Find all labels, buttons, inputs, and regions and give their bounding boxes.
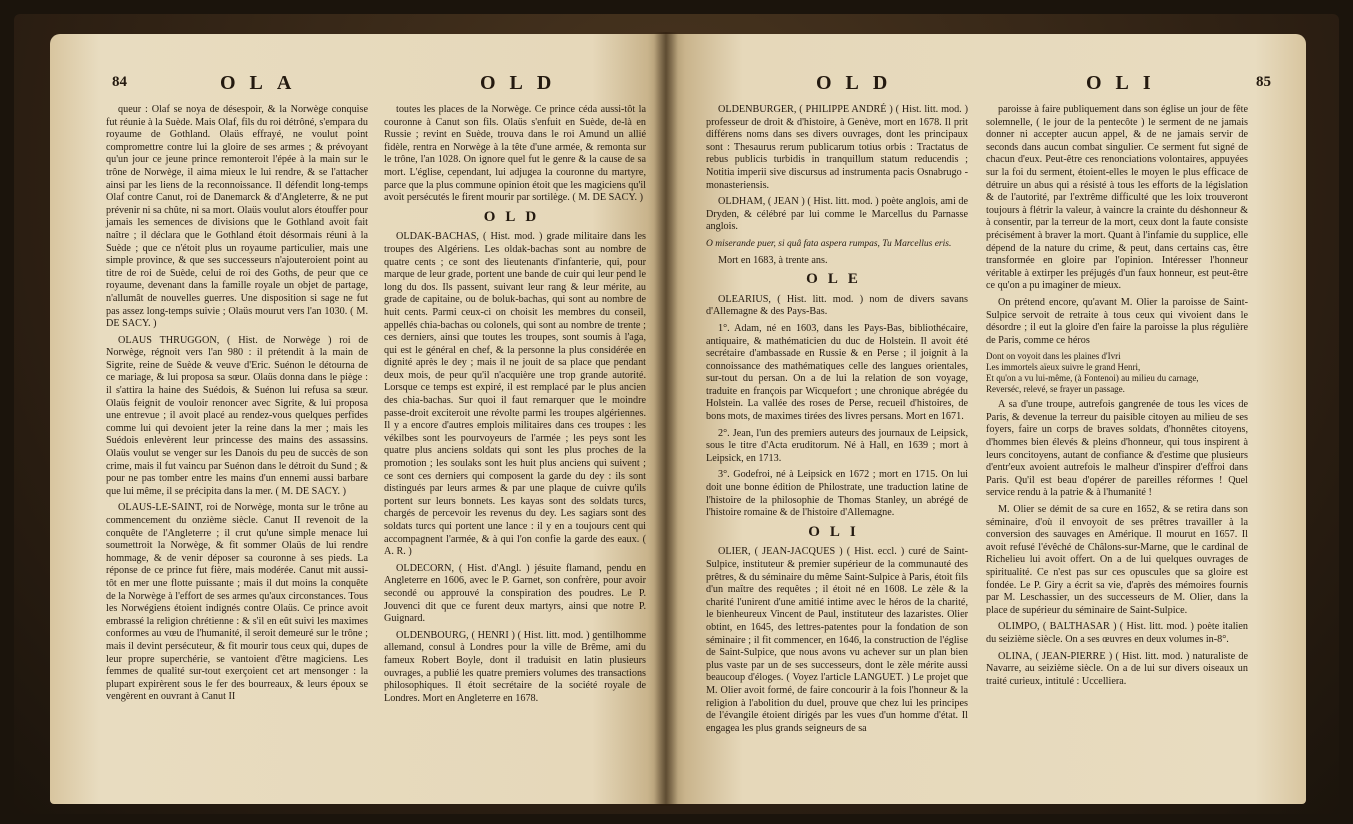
paragraph: OLINA, ( JEAN-PIERRE ) ( Hist. litt. mod. ) naturaliste de Navarre, au seizième siècle. On a de lui sur divers oiseaux un traité curieux, intitulé : Uccelliera. bbox=[986, 650, 1248, 687]
running-header-right-2: OLI bbox=[1086, 72, 1165, 94]
paragraph: OLDECORN, ( Hist. d'Angl. ) jésuite flamand, pendu en Angleterre en 1606, avec le P. Garnet, son confrère, pour avoir secondé ou approuvé la conspiration des poudres. Le P. Jouvenci dit que ce furent deux martyrs, ainsi que notre P. Guignard. bbox=[384, 562, 646, 625]
book-gutter bbox=[654, 32, 678, 806]
page-number-right: 85 bbox=[1256, 74, 1271, 90]
paragraph: 2°. Jean, l'un des premiers auteurs des journaux de Leipsick, sous le titre d'Acta eruditorum. Né à Hall, en 1639 ; mort à Leipsick, en 1713. bbox=[706, 427, 968, 464]
paragraph: On prétend encore, qu'avant M. Olier la paroisse de Saint-Sulpice servoit de retraite à tous ceux qui vivoient dans le désordre ; il eut la gloire d'en faire la paroisse la plus régulière de Paris, comme ce héros bbox=[986, 296, 1248, 346]
left-page bbox=[50, 34, 666, 804]
section-heading-oli: OLI bbox=[808, 523, 866, 540]
paragraph: OLEARIUS, ( Hist. litt. mod. ) nom de divers savans d'Allemagne & des Pays-Bas. bbox=[706, 293, 968, 318]
paragraph: toutes les places de la Norwège. Ce prince céda aussi-tôt la couronne à Canut son fils. Olaüs s'enfuit en Suède, de-là en Russie ; revint en Suède, trouva dans le roi Amund un allié fidèle, rentra en Norwège à la tête d'une armée, & remonta sur le trône, l'an 1028. On ignore quel fut le genre & la cause de sa mort. L'église, cependant, lui adjugea la couronne du martyre, parce que la plus commune opinion étoit que les magiciens qu'il avoit persécutés le firent mourir par sortilège. ( M. DE SACY. ) bbox=[384, 104, 646, 204]
paragraph: OLDAK-BACHAS, ( Hist. mod. ) grade militaire dans les troupes des Algériens. Les oldak-bachas sont au nombre de quatre cents ; ce sont des lieutenants d'infanterie, qui, pour marque de leur grade, portent une bande de cuir qui leur pend le long du dos. Ils passent, suivant leur rang & leur mérite, au grade de capitaine, ou de boluk-bachas, qui sont au nombre de huit cents. Parmi ceux-ci on choisit les membres du conseil, appellés chia-bachas ou colonels, qui sont au nombre de trente ; ces derniers, ainsi que toutes les troupes, sont soumis à l'aga, qui est le général en chef, & la personne la plus considérée en dignité après le dey ; mais il ne jouit de sa place que pendant deux mois, de peur qu'il n'acquière une trop grande autorité. Lorsque ce temps est expiré, il est remplacé par le plus ancien des chia-bachas. Sur quoi il faut remarquer que le moindre passe-droit exciteroit une révolte parmi les troupes algériennes. Il y a encore d'autres emplois militaires dans ces troupes : les vékilbes sont les pourvoyeurs de l'armée ; les peys sont les quatre plus anciens soldats qui sont les plus proches de la promotion ; les soulaks sont les huit plus anciens qui suivent ; ce sont ces derniers qui composent la garde du dey : ils sont distingués par leurs armes & par une plaque de cuivre qu'ils portent sur leurs bonnets. Les kayas sont des soldats turcs, chargés de percevoir les revenus du dey. Les sagiars sont des soldats turcs qui portent une lance : il y en a toujours cent qui accompagnent l'armée, & à qui l'on confie la garde des eaux. ( A. R. ) bbox=[384, 231, 646, 558]
book-scan bbox=[14, 14, 1339, 814]
paragraph: OLAUS-LE-SAINT, roi de Norwège, monta sur le trône au commencement du onzième siècle. Canut II revenoit de la conquête de l'Angleterre ; il crut qu'une simple menace lui soumettroit la Norwège, & fit sommer Olaüs de lui rendre hommage, & de venir déposer sa couronne à ses pieds. La réponse de ce prince fut fière, mais modérée. Canut mit aussi-tôt en mer une flotte puissante ; mais il dut moins la conquête de la Norwège à l'effort de ses armes qu'aux circonstances. Tous les Norwégiens étoient indignés contre Olaüs. Ce prince avoit embrassé la religion chrétienne : & s'il en eût suivi les maximes conformes au vœu de l'humanité, il seroit demeuré sur le trône ; mais il devint persécuteur, & fit mourir tous ceux qui, dupes de leur propre superchérie, se vantoient d'être magiciens. Les femmes de qualité sur-tout exerçoient cet art mensonger : la plupart expirèrent sous le fer des bourreaux, & leurs époux se vengèrent en ouvrant à Canut II bbox=[106, 502, 368, 703]
right-column-1 bbox=[706, 104, 968, 739]
left-column-1 bbox=[106, 104, 368, 708]
running-header-left-2: OLD bbox=[480, 72, 566, 94]
paragraph: OLIMPO, ( BALTHASAR ) ( Hist. litt. mod. ) poète italien du seizième siècle. On a ses œuvres en deux volumes in-8°. bbox=[986, 621, 1248, 645]
paragraph: A sa d'une troupe, autrefois gangrenée de tous les vices de Paris, & devenue la terreur du paisible citoyen au milieu de ses foyers, faire un corps de braves soldats, d'honnêtes citoyens, d'hommes bien élevés & pleins d'honneur, qui tous inspirent à leurs concitoyens, autant de confiance & d'estime que plusieurs d'entr'eux avoient autrefois le malheur d'inspirer d'effroi dans Paris. Qu'il est beau d'opérer de pareilles réformes ! Quel service rendu à la patrie & à l'humanité ! bbox=[986, 399, 1248, 499]
paragraph: queur : Olaf se noya de désespoir, & la Norwège conquise fut réunie à la Suède. Mais Olaf, fils du roi détrôné, s'empara du royaume de Gothland. Olaüs effrayé, ne voulut point compromettre contre lui la gloire de ses armes ; & prévoyant qu'un jour ce jeune prince remonteroit l'épée à la main sur le trône de Norwège, il aima mieux le lui rendre, & se l'attacher ainsi par les liens de la reconnoissance. Il défendit long-temps Olaf contre Canut, roi de Danemarck & d'Angleterre, & ne put prévenir ni sa chûte, ni sa mort. Olaüs voulut alors étouffer pour jamais les semences de divisions que le Gothland avoit fait naître ; il déclara que le Gothland étoit désormais réuni à la Suède ; que ce n'étoit plus un royaume particulier, mais une simple province, & que ses successeurs n'ajouteroient point au titre de roi de Suède, celui de roi des Goths, de peur que ce royaume, devenant dans la famille royale un objet de partage, n'allumât de nouvelles guerres. Une disposition si sage ne fut pas assez long-temps suivie ; Olaüs mourut vers l'an 1030. ( M. DE SACY. ) bbox=[106, 104, 368, 330]
paragraph: 3°. Godefroi, né à Leipsick en 1672 ; mort en 1715. On lui doit une bonne édition de Philostrate, une traduction latine de l'histoire de la philosophie de Thomas Stanley, un abrégé de l'histoire romaine & de l'histoire d'Allemagne. bbox=[706, 469, 968, 519]
verse-quote: Dont on voyoit dans les plaines d'Ivri Les immortels aïeux suivre le grand Henri, Et qu'on a vu lui-même, (à Fontenoi) au milieu du carnage, Reverséc, relevé, se frayer un passage. bbox=[986, 351, 1199, 395]
paragraph: Mort en 1683, à trente ans. bbox=[718, 254, 828, 266]
verse-quote: O miserande puer, si quâ fata aspera rumpas, Tu Marcellus eris. bbox=[706, 238, 952, 249]
paragraph: OLDENBURGER, ( PHILIPPE ANDRÉ ) ( Hist. litt. mod. ) professeur de droit & d'histoire, à Genève, mort en 1678. Il prit différens noms dans ses divers ouvrages, dont les principaux sont : Thesaurus rerum publicarum totius orbis : Tractatus de rebus publicis turbidis in tranquillum statum reducendis ; Notitia imperii sive discursus ad instrumenta pacis Osnabrugo - monasteriensis. bbox=[706, 104, 968, 191]
paragraph: OLIER, ( JEAN-JACQUES ) ( Hist. eccl. ) curé de Saint-Sulpice, instituteur & premier supérieur de la communauté des prêtres, & du séminaire du même Saint-Sulpice à Paris, étoit fils d'un maître des requêtes ; il étoit né en 1608. Le zèle & la charité l'unirent d'une amitié intime avec le héros de la charité, le bienheureux Vincent de Paul, instituteur des lazaristes. Olier obtint, en 1645, des lettres-patentes pour la fondation de son séminaire ; il fit commencer, en 1646, la construction de l'église de Saint-Sulpice, que nous avons vu achever sur un plan bien plus vaste par un de ses successeurs, dont le zèle mérite aussi beaucoup d'éloges. ( Voyez l'article LANGUET. ) Le projet que M. Olier avoit formé, de faire concourir à la fois l'honneur & la religion à l'abolition du duel, prouve que chez lui les principes de l'évangile étoient dirigés par les vues d'un homme d'état. Il engagea les plus grands seigneurs de sa bbox=[706, 546, 968, 734]
page-number-left: 84 bbox=[112, 74, 127, 90]
section-heading-old: OLD bbox=[483, 208, 547, 225]
paragraph: OLDHAM, ( JEAN ) ( Hist. litt. mod. ) poète anglois, ami de Dryden, & célébré par lui comme le Marcellus du Parnasse anglois. bbox=[706, 196, 968, 233]
right-page bbox=[666, 34, 1306, 804]
paragraph: 1°. Adam, né en 1603, dans les Pays-Bas, bibliothécaire, antiquaire, & mathématicien du duc de Holstein. Il avoit été secrétaire d'ambassade en Russie & en Perse ; il joignit à la connoissance des mathématiques celle des langues orientales, sur-tout du persan. On a de lui la relation de son voyage, traduite en françois par Wicquefort ; une chronique abrégée du Holstein. La vallée des roses de Perse, recueil d'histoires, de bons mots, de maximes tirées des livres persans. Mort en 1671. bbox=[706, 322, 968, 423]
left-column-2 bbox=[384, 104, 646, 709]
section-heading-ole: OLE bbox=[806, 271, 868, 288]
right-column-2 bbox=[986, 104, 1248, 692]
paragraph: OLDENBOURG, ( HENRI ) ( Hist. litt. mod. ) gentilhomme allemand, consul à Londres pour la ville de Brême, ami du fameux Robert Boyle, dont il traduisit en latin plusieurs ouvrages, a publié les quatre premiers volumes des transactions philosophiques. Il étoit secrétaire de la société royale de Londres. Mort en Angleterre en 1678. bbox=[384, 629, 646, 704]
paragraph: paroisse à faire publiquement dans son église un jour de fête solemnelle, ( le jour de la pentecôte ) le serment de ne jamais donner ni accepter aucun appel, & de ne jamais servir de seconds dans aucun combat singulier. Ce serment fut signé de chacun d'eux. Peut-être ces renonciations volontaires, appuyées sur la foi du serment, étoient-elles le moyen le plus efficace de détruire un abus qui a résisté à tous les efforts de la législation & de l'autorité, par l'extrême difficulté que les loix trouveront toujours à flétrir la valeur, à vaincre la crainte du déshonneur & à consentir, par la terreur de la mort, ceux dont la faute consiste précisément à braver la mort. Quant à l'infamie du supplice, elle dépend de la nature du crime, & peut, dans certains cas, être transformée en gloire par l'opinion. Intéresser l'honneur véritable à extirper les préjugés d'un faux honneur, est peut-être ce qu'on a pu imaginer de mieux. bbox=[986, 104, 1248, 292]
paragraph: M. Olier se démit de sa cure en 1652, & se retira dans son séminaire, d'où il envoyoit de ses prêtres travailler à la conversion des sauvages en Amérique. Il mourut en 1657. Il avoit refusé l'évêché de Châlons-sur-Marne, que le cardinal de Richelieu lui avoit offert. On a de lui quelques ouvrages de spiritualité. Ce n'est pas sur ces opuscules que sa gloire est fondée. Le P. Giry a écrit sa vie, d'après des mémoires fournis par M. Leschassier, un des successeurs de M. Olier, dans la place de supérieur du séminaire de Saint-Sulpice. bbox=[986, 504, 1248, 616]
running-header-right-1: OLD bbox=[816, 72, 902, 94]
paragraph: OLAUS THRUGGON, ( Hist. de Norwège ) roi de Norwège, régnoit vers l'an 980 : il prétendit à la main de Sigrite, reine de Suède & veuve d'Eric. Suénon le détourna de ce mariage, & lui proposa sa sœur. Olaüs donna dans le piège : il s'attira la haine des Suédois, & Suénon lui refusa sa sœur. Olaüs feignit de vouloir renoncer avec Sigrite, & lui proposa une entrevue ; il avoit placé au rendez-vous quelques perfides comme lui qui devoient jeter la reine dans la mer ; mais les Suédois enlevèrent leur princesse des mains des assassins. Olaüs voulut se venger sur les Danois du peu de succès de son crime, mais il fut vaincu par Suénon dans le détroit du Sund ; & pour ne pas tomber entre les mains d'un ennemi aussi barbare que lui même, il se précipita dans la mer. ( M. DE SACY. ) bbox=[106, 334, 368, 497]
running-header-left-1: OLA bbox=[220, 72, 306, 94]
